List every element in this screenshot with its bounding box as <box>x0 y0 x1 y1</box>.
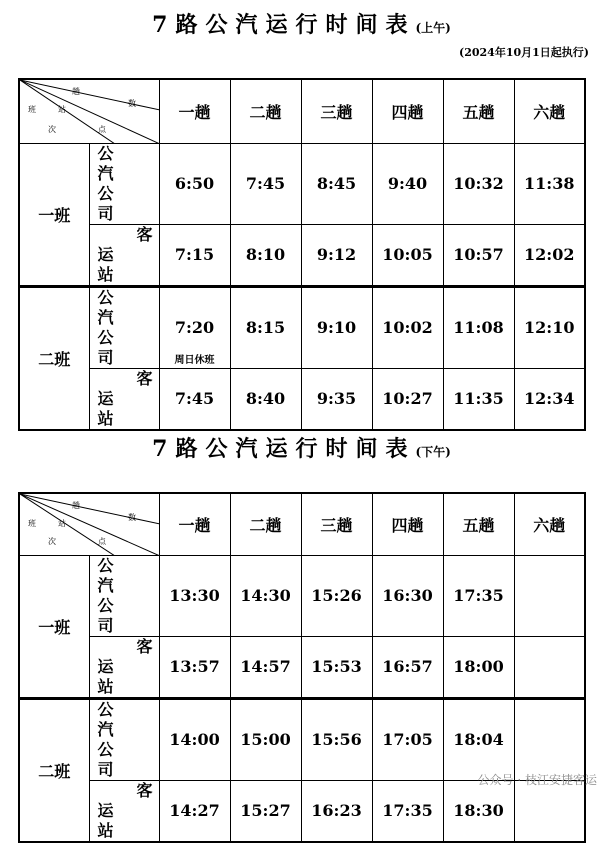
stop-line2: 公 司 <box>97 739 126 779</box>
pm-col-header: 四趟 <box>372 493 443 555</box>
time-cell: 10:57 <box>443 224 514 286</box>
time-cell: 9:35 <box>301 368 372 430</box>
time-cell: 8:40 <box>230 368 301 430</box>
time-cell: 7:45 <box>230 143 301 224</box>
am-col-header: 六趟 <box>514 79 585 143</box>
time-cell: 8:15 <box>230 286 301 368</box>
time-cell: 11:08 <box>443 286 514 368</box>
pm-title-text: 7路公汽运行时间表 <box>152 436 416 462</box>
pm-col-header: 三趟 <box>301 493 372 555</box>
am-timetable <box>18 78 586 431</box>
stop-line1: 客 <box>136 368 153 388</box>
am-shift-label: 二班 <box>19 286 89 430</box>
time-cell: 10:32 <box>443 143 514 224</box>
pm-corner-point: 点 <box>98 537 106 546</box>
time-cell: 18:00 <box>443 636 514 698</box>
stop-line2: 公 司 <box>97 327 126 367</box>
am-title <box>0 8 603 39</box>
time-cell: 14:30 <box>230 555 301 636</box>
time-cell: 14:00 <box>159 698 230 780</box>
stop-line1: 公 汽 <box>97 699 126 739</box>
stop-line2: 运 站 <box>97 388 126 428</box>
pm-col-header: 一趟 <box>159 493 230 555</box>
time-cell: 11:35 <box>443 368 514 430</box>
am-title-text: 7路公汽运行时间表 <box>152 12 416 38</box>
am-col-header: 五趟 <box>443 79 514 143</box>
time-cell-with-note <box>159 286 230 368</box>
time-cell: 7:45 <box>159 368 230 430</box>
pm-row-g2-r1 <box>19 698 585 780</box>
time-cell: 15:00 <box>230 698 301 780</box>
time-cell <box>514 555 585 636</box>
wechat-watermark: 公众号 · 枝江安捷客运 <box>477 773 597 787</box>
pm-col-header: 二趟 <box>230 493 301 555</box>
time-cell: 9:40 <box>372 143 443 224</box>
time-cell: 18:04 <box>443 698 514 780</box>
time-cell <box>514 698 585 780</box>
am-row-g1-r1 <box>19 143 585 224</box>
am-corner-cell <box>19 79 159 143</box>
pm-corner-shift: 班 <box>28 519 36 528</box>
stop-line2: 运 站 <box>97 656 126 696</box>
pm-stop-label <box>89 698 159 780</box>
stop-line1: 客 <box>136 636 153 656</box>
stop-line2: 运 站 <box>97 244 126 284</box>
am-corner-trips: 数 <box>128 99 136 108</box>
time-cell: 15:56 <box>301 698 372 780</box>
time-cell <box>514 780 585 842</box>
am-title-suffix: (上午) <box>415 21 451 35</box>
time-cell: 16:30 <box>372 555 443 636</box>
pm-corner-stop: 趟 <box>72 501 80 510</box>
pm-row-g1-r1 <box>19 555 585 636</box>
am-corner-shift: 班 <box>28 105 36 114</box>
stop-line1: 公 汽 <box>97 287 126 327</box>
time-cell: 17:05 <box>372 698 443 780</box>
pm-shift-label: 二班 <box>19 698 89 842</box>
am-corner-diagonals <box>20 80 159 143</box>
time-cell: 16:57 <box>372 636 443 698</box>
time-cell: 15:53 <box>301 636 372 698</box>
time-cell: 15:27 <box>230 780 301 842</box>
time-cell: 8:10 <box>230 224 301 286</box>
time-cell: 12:02 <box>514 224 585 286</box>
time-cell: 10:27 <box>372 368 443 430</box>
sunday-off-note: 周日休班 <box>174 354 215 366</box>
stop-line2: 公 司 <box>97 183 126 223</box>
pm-timetable <box>18 492 586 843</box>
time-cell: 16:23 <box>301 780 372 842</box>
pm-corner-trips: 数 <box>128 513 136 522</box>
time-cell: 10:02 <box>372 286 443 368</box>
pm-col-header: 五趟 <box>443 493 514 555</box>
stop-line2: 运 站 <box>97 800 126 840</box>
time-cell: 9:12 <box>301 224 372 286</box>
am-corner-station: 站 <box>58 105 66 114</box>
time-cell <box>514 636 585 698</box>
am-header-row <box>19 79 585 143</box>
am-row-g2-r1 <box>19 286 585 368</box>
am-row-g1-r2 <box>19 224 585 286</box>
time-cell: 12:34 <box>514 368 585 430</box>
pm-corner-diagonals <box>20 494 159 555</box>
pm-row-g1-r2 <box>19 636 585 698</box>
pm-col-header: 六趟 <box>514 493 585 555</box>
time-cell: 14:27 <box>159 780 230 842</box>
am-col-header: 三趟 <box>301 79 372 143</box>
am-shift-label: 一班 <box>19 143 89 286</box>
time-cell: 15:26 <box>301 555 372 636</box>
pm-stop-label <box>89 636 159 698</box>
time-cell: 17:35 <box>443 555 514 636</box>
time-cell: 12:10 <box>514 286 585 368</box>
pm-title <box>0 432 603 463</box>
am-col-header: 四趟 <box>372 79 443 143</box>
am-stop-label <box>89 286 159 368</box>
time-cell: 13:30 <box>159 555 230 636</box>
am-col-header: 一趟 <box>159 79 230 143</box>
pm-corner-times: 次 <box>48 537 56 546</box>
time-cell: 9:10 <box>301 286 372 368</box>
time-cell: 18:30 <box>443 780 514 842</box>
pm-title-suffix: (下午) <box>415 445 451 459</box>
effective-date-note: (2024年10月1日起执行) <box>459 46 589 59</box>
stop-line2: 公 司 <box>97 595 126 635</box>
pm-shift-label: 一班 <box>19 555 89 698</box>
time-cell: 8:45 <box>301 143 372 224</box>
pm-stop-label <box>89 555 159 636</box>
am-stop-label <box>89 368 159 430</box>
pm-corner-cell <box>19 493 159 555</box>
pm-corner-station: 站 <box>58 519 66 528</box>
am-corner-stop: 趟 <box>72 87 80 96</box>
time-cell: 10:05 <box>372 224 443 286</box>
time-cell: 13:57 <box>159 636 230 698</box>
stop-line1: 公 汽 <box>97 143 126 183</box>
time-value: 7:20 <box>174 318 215 337</box>
am-corner-times: 次 <box>48 125 56 134</box>
am-stop-label <box>89 143 159 224</box>
time-cell: 6:50 <box>159 143 230 224</box>
pm-row-g2-r2 <box>19 780 585 842</box>
pm-header-row <box>19 493 585 555</box>
time-cell: 17:35 <box>372 780 443 842</box>
am-row-g2-r2 <box>19 368 585 430</box>
am-col-header: 二趟 <box>230 79 301 143</box>
time-cell: 14:57 <box>230 636 301 698</box>
stop-line1: 客 <box>136 780 153 800</box>
pm-stop-label <box>89 780 159 842</box>
time-cell: 7:15 <box>159 224 230 286</box>
am-corner-point: 点 <box>98 125 106 134</box>
stop-line1: 公 汽 <box>97 555 126 595</box>
am-stop-label <box>89 224 159 286</box>
stop-line1: 客 <box>136 224 153 244</box>
time-cell: 11:38 <box>514 143 585 224</box>
